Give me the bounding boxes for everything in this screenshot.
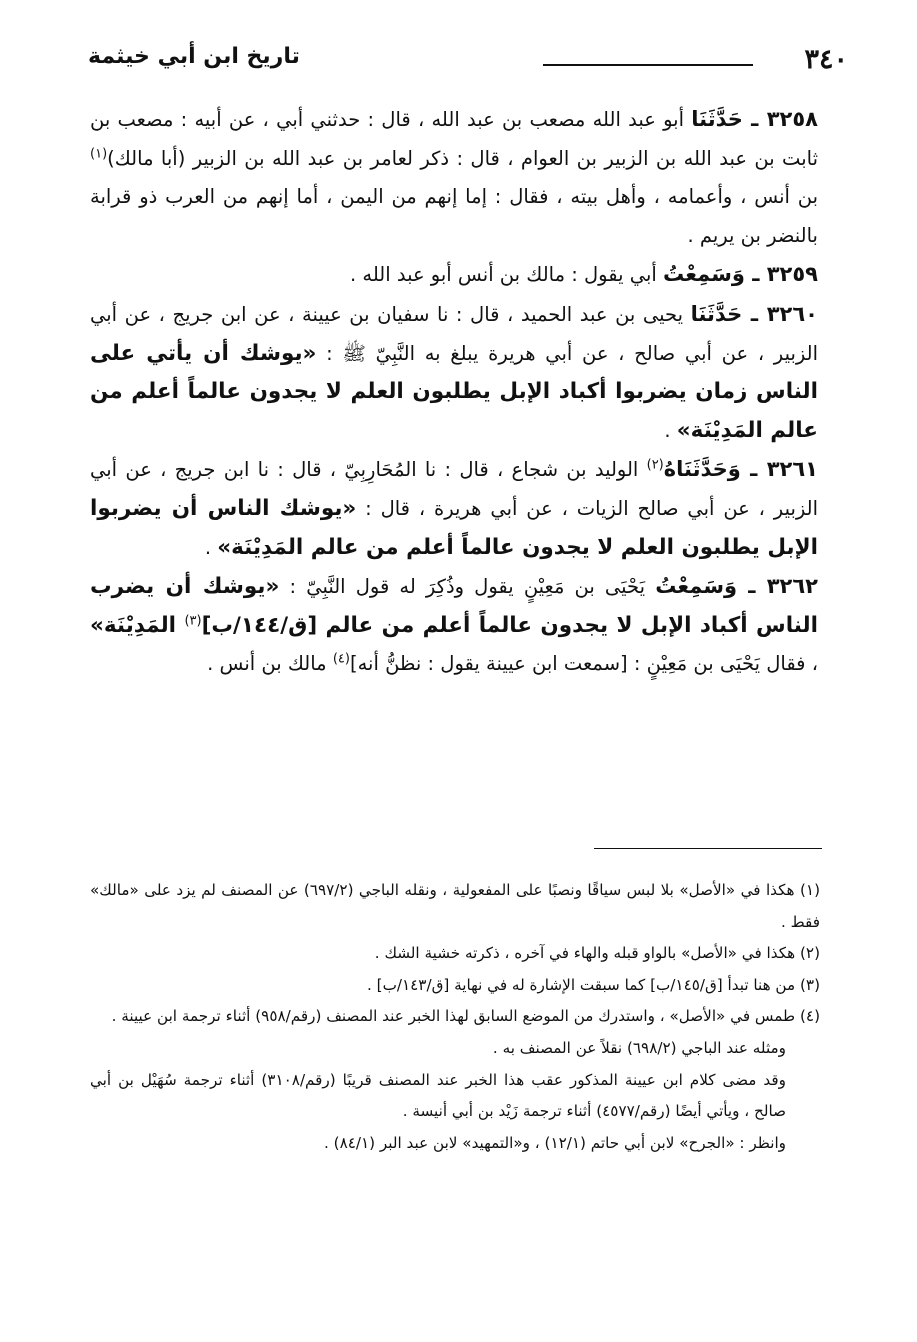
footnote-4-continuation: ومثله عند الباجي (٦٩٨/٢) نقلاً عن المصنف به . [492, 1038, 786, 1057]
footnote-marker: (١) [90, 146, 108, 162]
footnote-2: (٢) هكذا في «الأصل» بالواو قبله والهاء في آخره ، ذكرته خشية الشك . [374, 944, 820, 963]
footnote-separator [594, 848, 822, 849]
entry-text: أبو عبد الله مصعب بن عبد الله ، قال : حدثني أبي ، عن أبيه : مصعب بن ثابت بن عبد الله بن الزبير بن العوام ، قال : ذكر لعامر بن عبد الله بن الزبير (أبا مالك) [90, 108, 818, 170]
hadith-text: «يوشك أن يأتي على الناس زمان يضربوا أكباد الإبل يطلبون العلم لا يجدون عالماً أعلم من عالم المَدِيْنَة» [90, 340, 818, 443]
hadith-text: «يوشك أن يضرب الناس أكباد الإبل لا يجدون عالماً أعلم من عالم [90, 574, 818, 638]
footnote-3: (٣) من هنا تبدأ [ق/١٤٥/ب] كما سبقت الإشارة له في نهاية [ق/١٤٣/ب] . [366, 975, 820, 994]
entry-number: ٣٢٥٩ ـ وَسَمِعْتُ [663, 262, 818, 287]
running-title: تاريخ ابن أبي خيثمة [88, 44, 300, 69]
manuscript-folio-ref: [ق/١٤٤/ب] [201, 612, 326, 638]
entry-text: الوليد بن شجاع ، قال : نا المُحَارِبِيّ ، قال : نا ابن جريج ، عن أبي الزبير ، عن أبي صالح الزيات ، عن أبي هريرة ، قال : [90, 458, 819, 520]
entry-end: . [664, 418, 677, 442]
footnote-4-continuation: وانظر : «الجرح» لابن أبي حاتم (١٢/١) ، و«التمهيد» لابن عبد البر (٨٤/١) . [323, 1133, 786, 1152]
main-text [90, 100, 818, 684]
footnote-marker: (٢) [646, 457, 664, 473]
entry-3262 [90, 567, 818, 684]
entry-text: ، فقال يَحْيَى بن مَعِيْنٍ : [سمعت ابن عيينة يقول : نظنُّ أنه] [349, 652, 818, 676]
entry-text: مالك بن أنس . [207, 652, 333, 676]
page-header [88, 38, 848, 78]
entry-text: أبي يقول : مالك بن أنس أبو عبد الله . [349, 263, 664, 287]
entry-text: بن أنس ، وأعمامه ، وأهل بيته ، فقال : إما إنهم من اليمن ، أما إنهم من العرب ذو قرابة بالنضر بن يريم . [90, 185, 818, 247]
entry-3259 [90, 255, 818, 295]
hadith-text: «يوشك الناس أن يضربوا الإبل يطلبون العلم لا يجدون عالماً أعلم من عالم المَدِيْنَة» [90, 495, 818, 560]
page-number: ٣٤٠ [804, 44, 848, 75]
footnote-marker: (٣) [184, 613, 202, 629]
entry-end: . [204, 535, 218, 559]
footnote-1: (١) هكذا في «الأصل» بلا لبس سياقًا ونصبًا على المفعولية ، ونقله الباجي (٦٩٧/٢) عن المصنف لم يزد على «مالك» فقط . [90, 881, 820, 931]
entry-number: ٣٢٦٠ ـ حَدَّثَنَا [690, 301, 818, 326]
hadith-text: المَدِيْنَة» [90, 612, 185, 638]
header-rule [543, 64, 753, 66]
footnote-4: (٤) طمس في «الأصل» ، واستدرك من الموضع السابق لهذا الخبر عند المصنف (رقم/٩٥٨) أثناء ترجمة ابن عيينة . [111, 1007, 820, 1026]
footnote-4-continuation: وقد مضى كلام ابن عيينة المذكور عقب هذا الخبر عند المصنف قريبًا (رقم/٣١٠٨) أثناء ترجمة سُهَيْل بن أبي صالح ، ويأتي أيضًا (رقم/٤٥٧٧) أثناء ترجمة زَيْد بن أبي أنيسة . [90, 1070, 786, 1121]
entry-3258 [90, 100, 818, 255]
entry-number: ٣٢٦١ ـ وَحَدَّثَنَاهُ [663, 457, 819, 482]
entry-text: يحيى بن عبد الحميد ، قال : نا سفيان بن عيينة ، عن ابن جريج ، عن أبي الزبير ، عن أبي صالح ، عن أبي هريرة يبلغ به النَّبِيّ ﷺ : [90, 302, 819, 365]
entry-3261 [90, 450, 818, 567]
entry-number: ٣٢٦٢ ـ وَسَمِعْتُ [655, 574, 818, 599]
footnotes [90, 875, 820, 1159]
entry-text: يَحْيَى بن مَعِيْنٍ يقول وذُكِرَ له قول النَّبِيّ : [279, 575, 656, 599]
entry-number: ٣٢٥٨ ـ حَدَّثَنَا [691, 107, 818, 131]
footnote-marker: (٤) [332, 651, 350, 667]
entry-3260 [90, 295, 818, 450]
